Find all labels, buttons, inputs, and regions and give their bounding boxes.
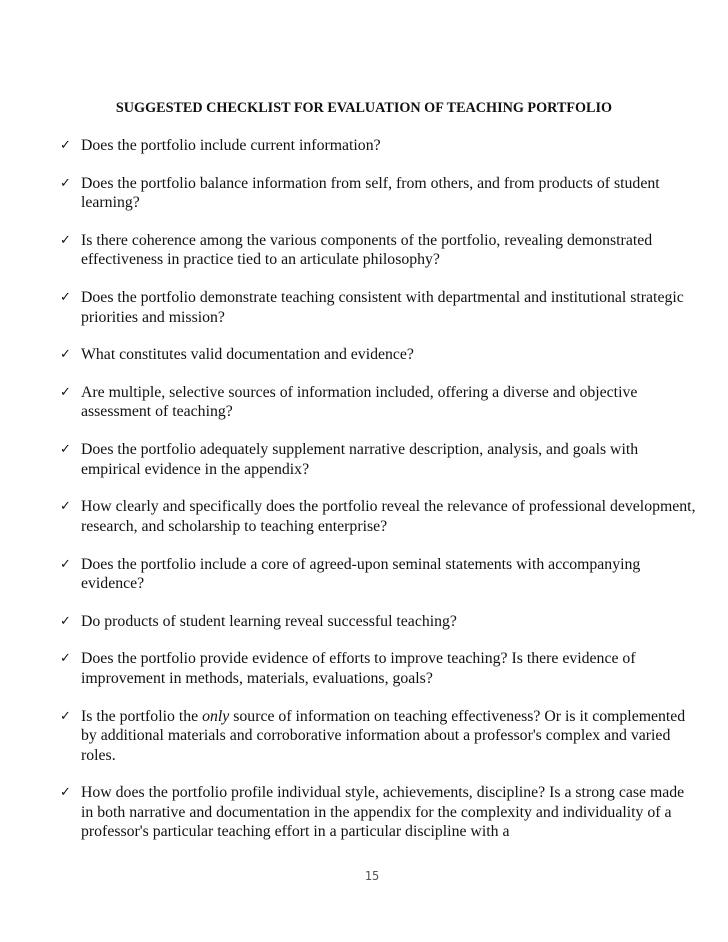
checkmark-icon: ✓: [60, 556, 71, 572]
checkmark-icon: ✓: [60, 175, 71, 191]
list-item-text: Does the portfolio include a core of agreed-upon seminal statements with accompanying evidence?: [81, 555, 641, 592]
list-item: [60, 649, 700, 688]
checkmark-icon: ✓: [60, 384, 71, 400]
list-item: [60, 440, 700, 479]
list-item-text-after: source of information on teaching effectiveness? Or is it complemented by additional materials and corroborative information about a professor's complex and varied roles.: [81, 707, 686, 764]
list-item-text-before: Is the portfolio the: [81, 707, 203, 725]
checkmark-icon: ✓: [60, 613, 71, 629]
list-item: [60, 136, 700, 156]
checkmark-icon: ✓: [60, 442, 71, 458]
checkmark-icon: ✓: [60, 290, 71, 306]
list-item-text: How does the portfolio profile individual style, achievements, discipline? Is a strong case made in both narrative and documentation in the appendix for the complexity and individuality of a professor's particular teaching effort in a particular discipline with a: [81, 784, 685, 841]
list-item: [60, 174, 700, 213]
list-item-text: Do products of student learning reveal successful teaching?: [81, 612, 457, 630]
list-item-text: How clearly and specifically does the portfolio reveal the relevance of professional development, research, and scholarship to teaching enterprise?: [81, 498, 696, 535]
list-item: [60, 783, 700, 842]
list-item: [60, 383, 700, 422]
list-item: [60, 231, 700, 270]
checkmark-icon: ✓: [60, 232, 71, 248]
checkmark-icon: ✓: [60, 138, 71, 153]
list-item-text: Does the portfolio balance information from self, from others, and from products of student learning?: [81, 174, 660, 212]
list-item: [60, 612, 700, 632]
list-item-text: Does the portfolio provide evidence of efforts to improve teaching? Is there evidence of improvement in methods, materials, evaluations, goals?: [81, 650, 636, 687]
page-title: SUGGESTED CHECKLIST FOR EVALUATION OF TEACHING PORTFOLIO: [115, 100, 613, 116]
list-item: [60, 707, 700, 766]
checkmark-icon: ✓: [60, 708, 71, 724]
list-item-text: Are multiple, selective sources of information included, offering a diverse and objective assessment of teaching?: [81, 383, 638, 421]
list-item: [60, 345, 700, 365]
list-item-text: Is there coherence among the various components of the portfolio, revealing demonstrated effectiveness in practice tied to an articulate philosophy?: [81, 231, 653, 269]
list-item-text: Does the portfolio include current information?: [81, 137, 381, 154]
list-item-text: What constitutes valid documentation and evidence?: [81, 346, 414, 364]
checkmark-icon: ✓: [60, 785, 71, 801]
emphasis-only: only: [202, 707, 230, 725]
list-item-text: Does the portfolio adequately supplement narrative description, analysis, and goals with empirical evidence in the appendix?: [81, 441, 639, 478]
checkmark-icon: ✓: [60, 347, 71, 363]
list-item-text: [81, 708, 685, 764]
page-number: 15: [364, 869, 380, 883]
evaluation-checklist: [60, 136, 700, 860]
list-item: [60, 288, 700, 327]
list-item: [60, 555, 700, 594]
checkmark-icon: ✓: [60, 499, 71, 515]
checkmark-icon: ✓: [60, 651, 71, 667]
list-item-text: Does the portfolio demonstrate teaching consistent with departmental and institutional strategic priorities and mission?: [81, 289, 684, 326]
list-item: [60, 497, 700, 536]
